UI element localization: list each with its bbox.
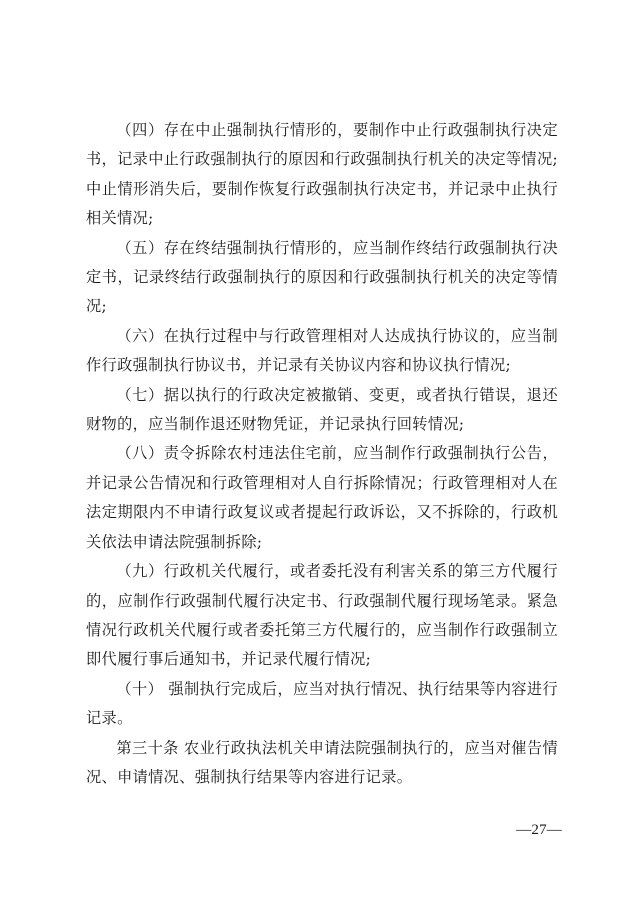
- paragraph-item-5: （五）存在终结强制执行情形的，应当制作终结行政强制执行决定书，记录终结行政强制执行的原因和行政强制执行机关的决定等情况;: [86, 238, 558, 316]
- paragraph-item-7: （七）据以执行的行政决定被撤销、变更，或者执行错误，退还财物的，应当制作退还财物凭证，并记录执行回转情况;: [86, 385, 558, 434]
- paragraph-item-9: （九）行政机关代履行，或者委托没有利害关系的第三方代履行的，应制作行政强制代履行决定书、行政强制代履行现场笔录。紧急情况行政机关代履行或者委托第三方代履行的，应当制作行政强制立即代履行事后通知书，并记录代履行情况;: [86, 562, 558, 669]
- paragraph-article-30: 第三十条 农业行政执法机关申请法院强制执行的，应当对催告情况、申请情况、强制执行结果等内容进行记录。: [86, 738, 558, 786]
- paragraph-item-4: （四）存在中止强制执行情形的，要制作中止行政强制执行决定书，记录中止行政强制执行的原因和行政强制执行机关的决定等情况;中止情形消失后，要制作恢复行政强制执行决定书，并记录中止执行相关情况;: [86, 121, 558, 228]
- paragraph-item-8: （八）责令拆除农村违法住宅前，应当制作行政强制执行公告，并记录公告情况和行政管理相对人自行拆除情况；行政管理相对人在法定期限内不申请行政复议或者提起行政诉讼，又不拆除的，行政机关依法申请法院强制拆除;: [86, 444, 558, 551]
- paragraph-item-10: （十） 强制执行完成后，应当对执行情况、执行结果等内容进行记录。: [86, 679, 558, 728]
- paragraph-item-6: （六）在执行过程中与行政管理相对人达成执行协议的，应当制作行政强制执行协议书，并记录有关协议内容和协议执行情况;: [86, 326, 558, 375]
- document-body: [86, 116, 558, 792]
- page-number: —27—: [516, 822, 562, 838]
